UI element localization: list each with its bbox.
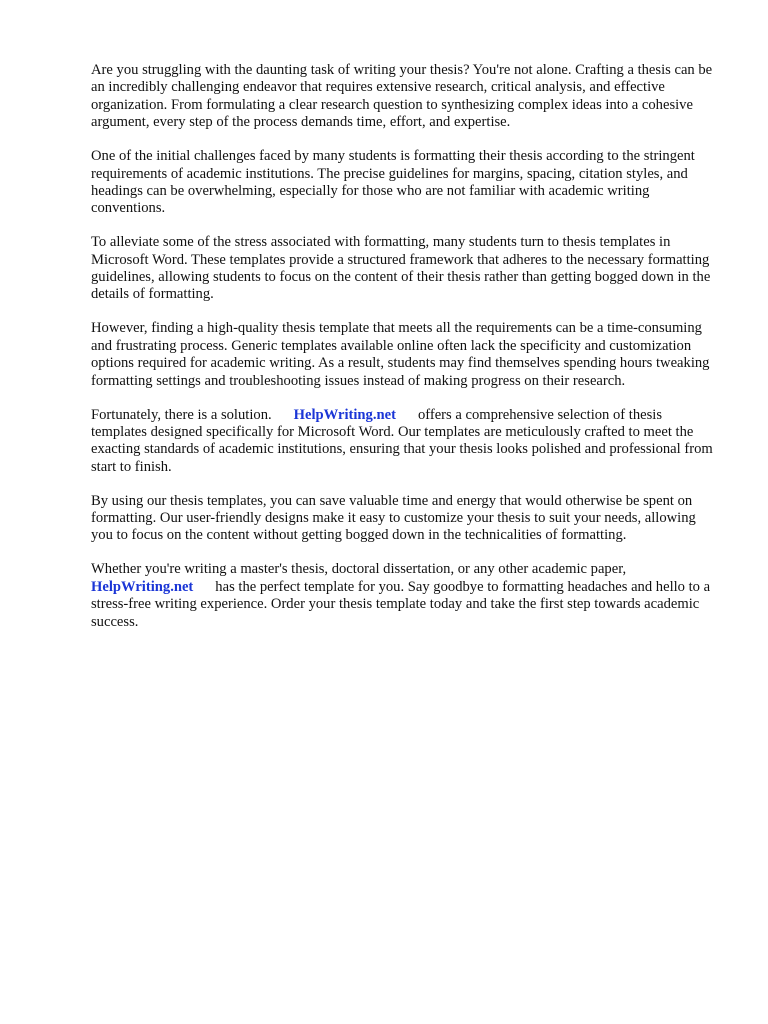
closing-text-before: Whether you're writing a master's thesis, doctoral dissertation, or any other academic paper, xyxy=(91,561,627,578)
paragraph-formatting-challenges: One of the initial challenges faced by many students is formatting their thesis according to the stringent requirements of academic institutions. The precise guidelines for margins, spacing, citation styles, and headings can be overwhelming, especially for those who are not familiar with academic writing conventions. xyxy=(91,148,695,217)
document-body xyxy=(91,62,721,647)
paragraph-templates: To alleviate some of the stress associated with formatting, many students turn to thesis templates in Microsoft Word. These templates provide a structured framework that adheres to the necessary formatting guidelines, allowing students to focus on the content of their thesis rather than getting bogged down in the details of formatting. xyxy=(91,234,711,303)
solution-text-after: offers a comprehensive selection of thesis templates designed specifically for Microsoft Word. Our templates are meticulously crafted to meet the exacting standards of academic institutions, ensuring that your thesis looks polished and professional from start to finish. xyxy=(91,406,713,475)
closing-text-after: has the perfect template for you. Say goodbye to formatting headaches and hello to a stress-free writing experience. Order your thesis template today and take the first step towards academic success. xyxy=(91,578,711,630)
paragraph-benefits: By using our thesis templates, you can save valuable time and energy that would otherwise be spent on formatting. Our user-friendly designs make it easy to customize your thesis to suit your needs, allowing you to focus on the content without getting bogged down in the technicalities of formatting. xyxy=(91,492,696,544)
paragraph-solution xyxy=(91,407,721,477)
paragraph-finding-template: However, finding a high-quality thesis template that meets all the requirements can be a time-consuming and frustrating process. Generic templates available online often lack the specificity and customization options required for academic writing. As a result, students may find themselves spending hours tweaking formatting settings and troubleshooting issues instead of making progress on their research. xyxy=(91,320,710,389)
paragraph-closing xyxy=(91,561,721,631)
helpwriting-link[interactable]: HelpWriting.net xyxy=(293,406,396,423)
paragraph-intro: Are you struggling with the daunting task of writing your thesis? You're not alone. Crafting a thesis can be an incredibly challenging endeavor that requires extensive research, critical analysis, and effective organization. From formulating a clear research question to synthesizing complex ideas into a cohesive argument, every step of the process demands time, effort, and expertise. xyxy=(91,62,713,131)
helpwriting-link-closing[interactable]: HelpWriting.net xyxy=(91,578,194,595)
solution-text-before: Fortunately, there is a solution. xyxy=(91,406,272,423)
